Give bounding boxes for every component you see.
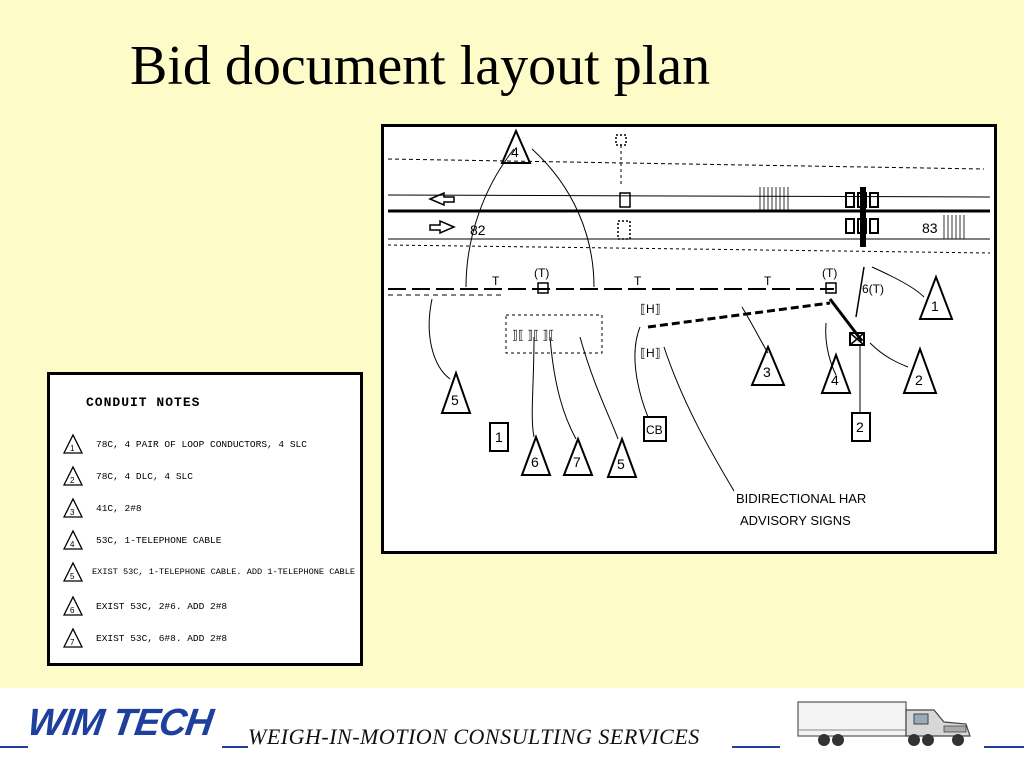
marker-6t: 6(T) — [862, 282, 884, 296]
conduit-note-7 — [62, 627, 362, 649]
callout-box-1 — [490, 423, 508, 451]
svg-text:2: 2 — [915, 372, 923, 388]
svg-text:1: 1 — [931, 298, 939, 314]
marker-t-1: T — [492, 274, 500, 288]
svg-text:6: 6 — [531, 454, 539, 470]
marker-t-2: T — [634, 274, 642, 288]
diagonal-conduit — [648, 303, 830, 327]
conduit-note-text: 41C, 2#8 — [96, 503, 142, 514]
triangle-2-icon — [62, 465, 84, 487]
conduit-note-text: 78C, 4 PAIR OF LOOP CONDUCTORS, 4 SLC — [96, 439, 307, 450]
triangle-7-icon — [62, 627, 84, 649]
loop-hatch-2 — [944, 215, 964, 239]
svg-text:2: 2 — [70, 476, 75, 485]
arrow-right-icon — [430, 221, 454, 233]
road-edge-bottom — [388, 245, 990, 253]
plan-svg — [384, 127, 994, 551]
triangle-5-icon — [62, 561, 84, 583]
callout-triangle-5 — [608, 439, 636, 477]
lane-line-1 — [388, 195, 990, 197]
conduit-note-4 — [62, 529, 362, 551]
triangle-4-icon — [62, 529, 84, 551]
svg-text:7: 7 — [573, 454, 581, 470]
callout-triangle-7 — [564, 439, 592, 475]
svg-text:⟧⟦ ⟧⟦ ⟧⟦: ⟧⟦ ⟧⟦ ⟧⟦ — [512, 328, 555, 342]
triangle-1-icon — [62, 433, 84, 455]
svg-text:CB: CB — [646, 423, 663, 437]
footer-tagline: WEIGH-IN-MOTION CONSULTING SERVICES — [248, 724, 700, 749]
small-box-2 — [618, 221, 630, 239]
conduit-note-text: 53C, 1-TELEPHONE CABLE — [96, 535, 222, 546]
har-sign-symbol-1: ⟦H⟧ — [640, 302, 661, 316]
footer-rule — [222, 746, 248, 748]
callout-triangle-4 — [822, 355, 850, 393]
svg-text:3: 3 — [763, 364, 771, 380]
conduit-note-text: EXIST 53C, 6#8. ADD 2#8 — [96, 633, 228, 644]
conduit-note-text: EXIST 53C, 1-TELEPHONE CABLE. ADD 1-TELEPHONE CABLE — [92, 567, 356, 577]
callout-box-cb — [644, 417, 666, 441]
footer-rule — [984, 746, 1024, 748]
svg-text:5: 5 — [451, 392, 459, 408]
wim-tech-logo: WIM TECH — [25, 702, 216, 744]
triangle-6-icon — [62, 595, 84, 617]
truck-icon — [794, 692, 974, 752]
conduit-note-6 — [62, 595, 362, 617]
footer-rule — [732, 746, 780, 748]
layout-plan-drawing — [381, 124, 997, 554]
har-annotation-line1: BIDIRECTIONAL HAR — [736, 491, 867, 506]
har-annotation-line2: ADVISORY SIGNS — [740, 513, 851, 528]
conduit-notes-title: CONDUIT NOTES — [86, 395, 201, 410]
conduit-note-2 — [62, 465, 362, 487]
callout-triangle-4-top — [502, 131, 530, 163]
svg-text:5: 5 — [617, 456, 625, 472]
marker-t-paren-2: (T) — [822, 266, 838, 280]
svg-text:4: 4 — [831, 372, 839, 388]
conduit-note-3 — [62, 497, 362, 519]
callout-triangle-6 — [522, 437, 550, 475]
milepost-83: 83 — [922, 220, 938, 236]
road-edge-top — [388, 159, 984, 169]
svg-text:5: 5 — [70, 572, 75, 581]
callout-triangle-2 — [904, 349, 936, 393]
conduit-notes-panel — [47, 372, 363, 666]
svg-text:1: 1 — [70, 444, 75, 453]
svg-text:1: 1 — [495, 429, 503, 445]
conduit-note-text: 78C, 4 DLC, 4 SLC — [96, 471, 193, 482]
svg-text:3: 3 — [70, 508, 75, 517]
footer-rule — [0, 746, 28, 748]
loop-hatch-1 — [760, 187, 788, 211]
conduit-note-5 — [62, 561, 362, 583]
svg-text:4: 4 — [511, 144, 519, 160]
slide-title: Bid document layout plan — [130, 35, 711, 97]
top-box — [616, 135, 626, 145]
callout-box-2 — [852, 413, 870, 441]
svg-text:6: 6 — [70, 606, 75, 615]
svg-text:4: 4 — [70, 540, 75, 549]
conduit-note-text: EXIST 53C, 2#6. ADD 2#8 — [96, 601, 228, 612]
marker-t-paren-1: (T) — [534, 266, 550, 280]
marker-t-3: T — [764, 274, 772, 288]
triangle-3-icon — [62, 497, 84, 519]
svg-text:7: 7 — [70, 638, 75, 647]
milepost-82: 82 — [470, 222, 486, 238]
small-box — [620, 193, 630, 207]
har-sign-symbol-2: ⟦H⟧ — [640, 346, 661, 360]
svg-text:2: 2 — [856, 419, 864, 435]
callout-triangle-1 — [920, 277, 952, 319]
callout-triangle-5-left — [442, 373, 470, 413]
conduit-note-1 — [62, 433, 362, 455]
cabinet-pole — [860, 187, 866, 247]
